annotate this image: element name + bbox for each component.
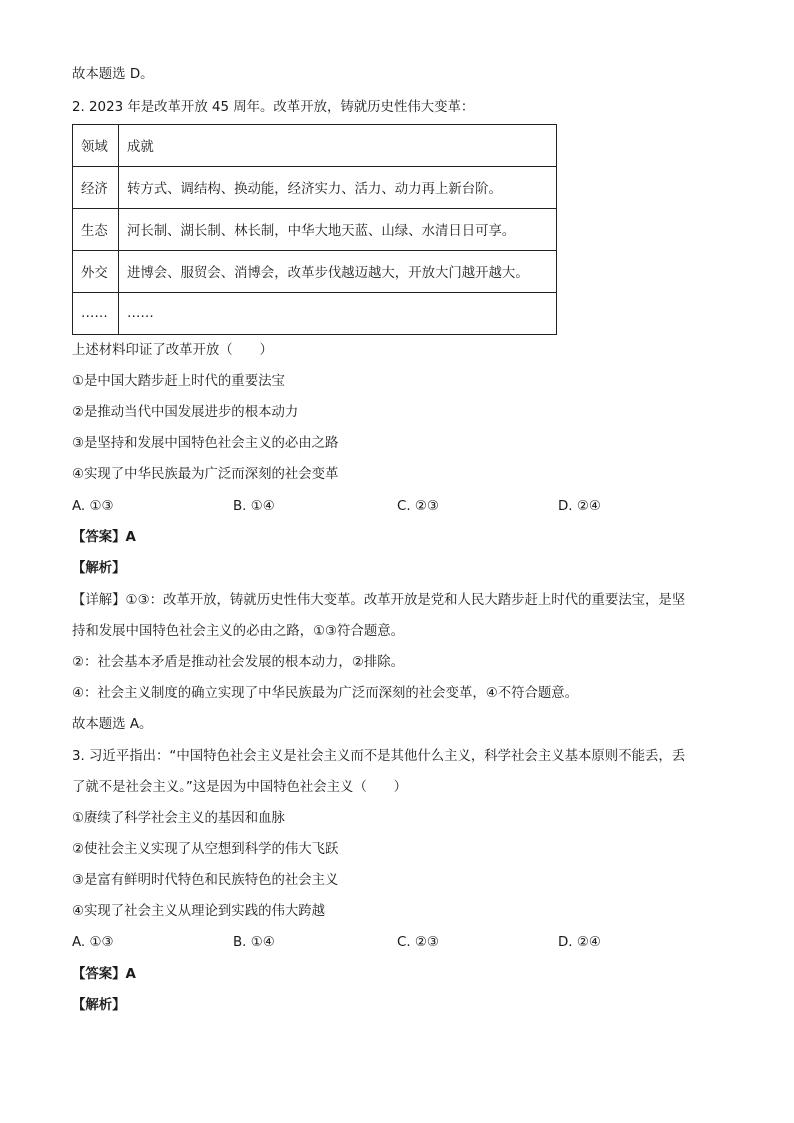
q3-statement-4: ④实现了社会主义从理论到实践的伟大跨越 xyxy=(72,904,326,919)
q2-statement-2: ②是推动当代中国发展进步的根本动力 xyxy=(72,405,299,420)
q2-statement-4: ④实现了中华民族最为广泛而深刻的社会变革 xyxy=(72,467,339,482)
table-row xyxy=(73,167,557,209)
table-cell-achievement: 河长制、湖长制、林长制，中华大地天蓝、山绿、水清日日可享。 xyxy=(119,209,557,251)
q2-option-a: A. ①③ xyxy=(72,499,114,514)
table-cell-achievement: 进博会、服贸会、消博会，改革步伐越迈越大，开放大门越开越大。 xyxy=(119,251,557,293)
table-cell-achievement: …… xyxy=(119,293,557,335)
q1-conclusion: 故本题选 D。 xyxy=(72,67,154,82)
q3-statement-1: ①赓续了科学社会主义的基因和血脉 xyxy=(72,811,285,826)
table-cell-field: 外交 xyxy=(73,251,119,293)
q3-statement-3: ③是富有鲜明时代特色和民族特色的社会主义 xyxy=(72,873,339,888)
table-row xyxy=(73,209,557,251)
q2-question: 上述材料印证了改革开放（ ） xyxy=(72,343,273,358)
q3-stem-line: 了就不是社会主义。”这是因为中国特色社会主义（ ） xyxy=(72,780,408,795)
q3-option-d: D. ②④ xyxy=(558,935,601,950)
q3-option-b: B. ①④ xyxy=(233,935,275,950)
q2-statement-3: ③是坚持和发展中国特色社会主义的必由之路 xyxy=(72,436,339,451)
q2-detail-line: 【详解】①③：改革开放，铸就历史性伟大变革。改革开放是党和人民大踏步赶上时代的重要法宝，是坚 xyxy=(72,593,686,608)
table-cell-field: 经济 xyxy=(73,167,119,209)
table-cell-field: 生态 xyxy=(73,209,119,251)
q2-detail-line: ②：社会基本矛盾是推动社会发展的根本动力，②排除。 xyxy=(72,655,404,670)
q2-option-c: C. ②③ xyxy=(397,499,439,514)
q3-option-c: C. ②③ xyxy=(397,935,439,950)
q2-statement-1: ①是中国大踏步赶上时代的重要法宝 xyxy=(72,374,285,389)
q2-stem: 2. 2023 年是改革开放 45 周年。改革开放，铸就历史性伟大变革： xyxy=(72,100,475,115)
table-cell-field: …… xyxy=(73,293,119,335)
q3-analysis-label: 【解析】 xyxy=(72,998,126,1013)
q2-detail-line: ④：社会主义制度的确立实现了中华民族最为广泛而深刻的社会变革，④不符合题意。 xyxy=(72,686,579,701)
table-row xyxy=(73,251,557,293)
achievement-table xyxy=(72,124,557,335)
table-header-cell: 成就 xyxy=(119,125,557,167)
q3-answer: 【答案】A xyxy=(72,967,136,982)
table-row xyxy=(73,293,557,335)
table-header-row xyxy=(73,125,557,167)
table-cell-achievement: 转方式、调结构、换动能，经济实力、活力、动力再上新台阶。 xyxy=(119,167,557,209)
q3-option-a: A. ①③ xyxy=(72,935,114,950)
q3-stem-line: 3. 习近平指出：“中国特色社会主义是社会主义而不是其他什么主义，科学社会主义基本原则不能丢，丢 xyxy=(72,749,686,764)
q2-analysis-label: 【解析】 xyxy=(72,561,126,576)
q2-answer: 【答案】A xyxy=(72,530,136,545)
table-header-cell: 领域 xyxy=(73,125,119,167)
q2-detail-line: 持和发展中国特色社会主义的必由之路，①③符合题意。 xyxy=(72,624,404,639)
q3-statement-2: ②使社会主义实现了从空想到科学的伟大飞跃 xyxy=(72,842,339,857)
q2-option-b: B. ①④ xyxy=(233,499,275,514)
q2-conclusion: 故本题选 A。 xyxy=(72,717,153,732)
q2-option-d: D. ②④ xyxy=(558,499,601,514)
